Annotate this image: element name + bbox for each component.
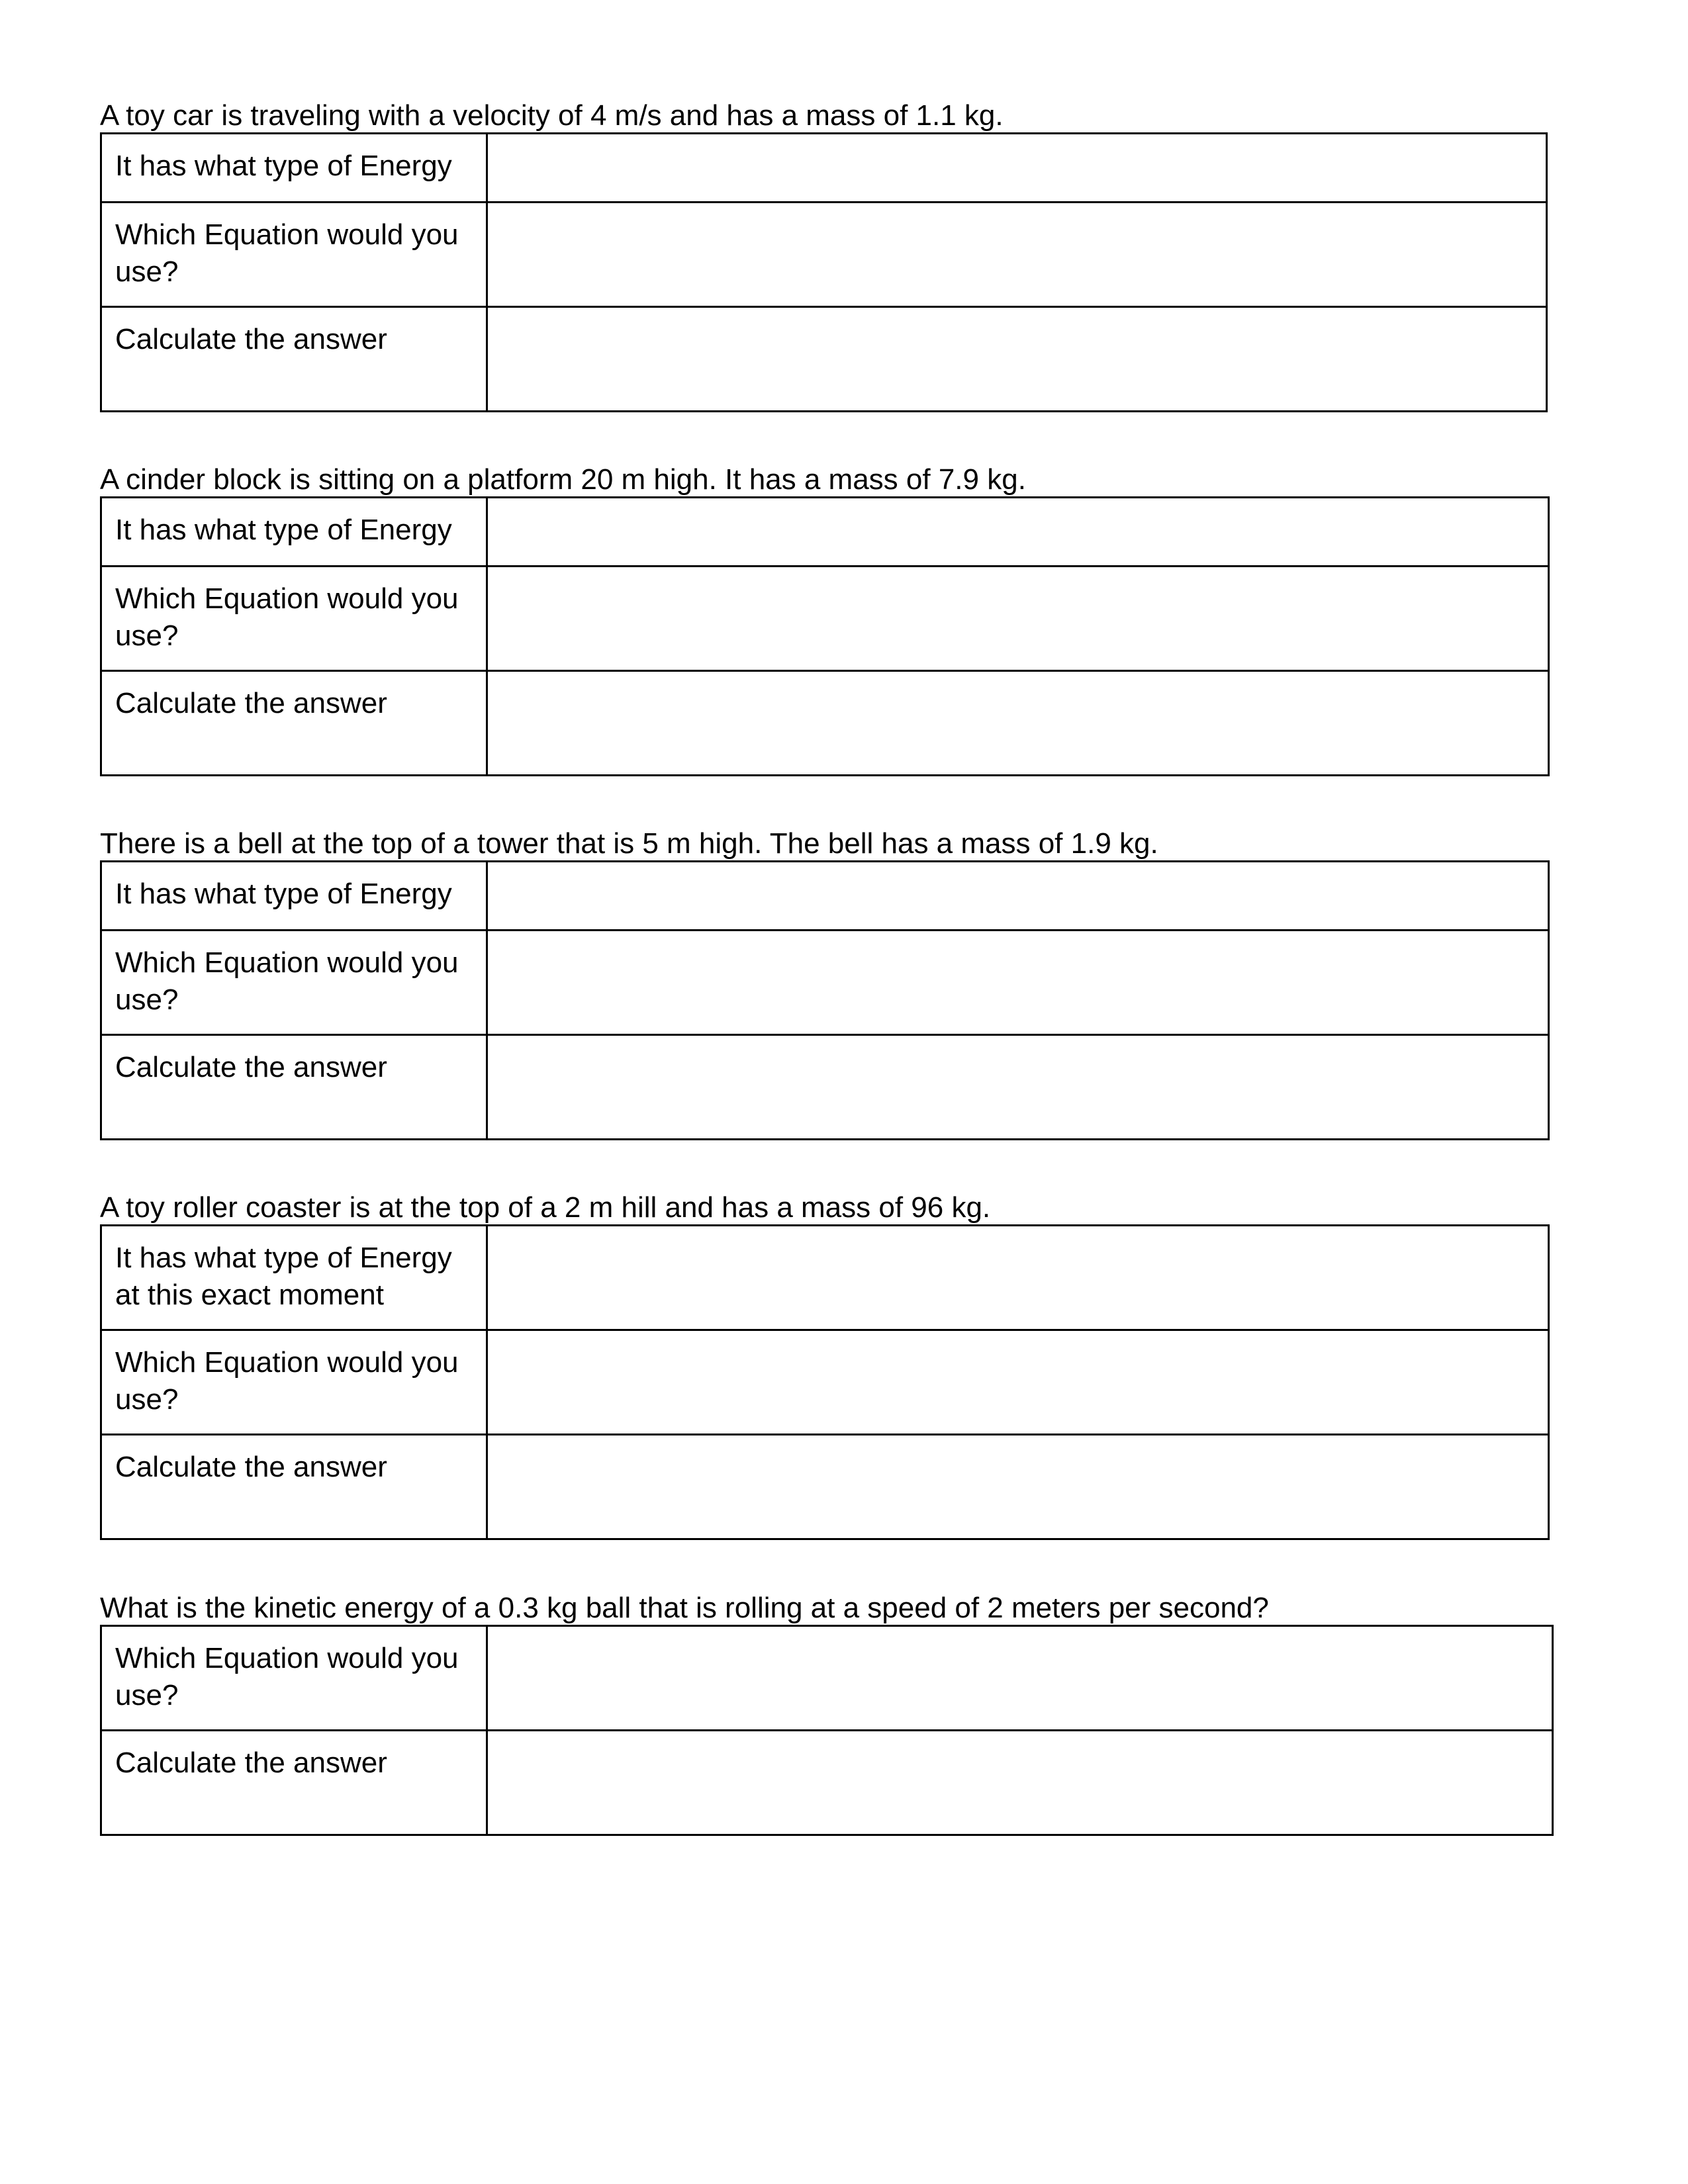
- question-prompt: There is a bell at the top of a tower that is 5 m high. The bell has a mass of 1.9 kg.: [100, 827, 1158, 860]
- answer-field[interactable]: [487, 1330, 1549, 1435]
- answer-table: [100, 496, 1550, 776]
- answer-field[interactable]: [487, 1035, 1549, 1140]
- answer-field[interactable]: [487, 1731, 1553, 1835]
- answer-table: [100, 1625, 1554, 1836]
- answer-table: [100, 1224, 1550, 1540]
- table-row: [101, 1226, 1549, 1330]
- answer-field[interactable]: [487, 1435, 1549, 1539]
- answer-field[interactable]: [487, 307, 1547, 412]
- row-label: It has what type of Energy: [101, 498, 487, 567]
- table-row: [101, 1435, 1549, 1539]
- row-label: It has what type of Energy: [101, 862, 487, 931]
- table-row: [101, 134, 1547, 203]
- table-row: [101, 203, 1547, 307]
- table-row: [101, 671, 1549, 776]
- answer-field[interactable]: [487, 1626, 1553, 1731]
- question-1: [100, 99, 1548, 412]
- row-label: Which Equation would you use?: [101, 567, 487, 671]
- row-label: Calculate the answer: [101, 1435, 487, 1539]
- question-prompt: A toy roller coaster is at the top of a 2 m hill and has a mass of 96 kg.: [100, 1191, 991, 1224]
- table-row: [101, 567, 1549, 671]
- answer-field[interactable]: [487, 203, 1547, 307]
- question-3: [100, 827, 1550, 1140]
- row-label: It has what type of Energy: [101, 134, 487, 203]
- answer-field[interactable]: [487, 931, 1549, 1035]
- row-label: Calculate the answer: [101, 1731, 487, 1835]
- row-label: Which Equation would you use?: [101, 1626, 487, 1731]
- answer-field[interactable]: [487, 567, 1549, 671]
- question-4: [100, 1191, 1550, 1540]
- answer-field[interactable]: [487, 498, 1549, 567]
- question-5: [100, 1592, 1554, 1836]
- question-prompt: A toy car is traveling with a velocity of 4 m/s and has a mass of 1.1 kg.: [100, 99, 1004, 132]
- answer-field[interactable]: [487, 862, 1549, 931]
- question-prompt: A cinder block is sitting on a platform 20 m high. It has a mass of 7.9 kg.: [100, 463, 1026, 496]
- answer-table: [100, 132, 1548, 412]
- row-label: Which Equation would you use?: [101, 931, 487, 1035]
- answer-table: [100, 860, 1550, 1140]
- table-row: [101, 862, 1549, 931]
- table-row: [101, 1731, 1553, 1835]
- table-row: [101, 931, 1549, 1035]
- table-row: [101, 1626, 1553, 1731]
- row-label: Which Equation would you use?: [101, 203, 487, 307]
- answer-field[interactable]: [487, 134, 1547, 203]
- table-row: [101, 1035, 1549, 1140]
- row-label: Which Equation would you use?: [101, 1330, 487, 1435]
- answer-field[interactable]: [487, 1226, 1549, 1330]
- question-2: [100, 463, 1550, 776]
- row-label: Calculate the answer: [101, 307, 487, 412]
- table-row: [101, 498, 1549, 567]
- row-label: Calculate the answer: [101, 671, 487, 776]
- question-prompt: What is the kinetic energy of a 0.3 kg ball that is rolling at a speed of 2 meters per second?: [100, 1592, 1269, 1624]
- row-label: Calculate the answer: [101, 1035, 487, 1140]
- answer-field[interactable]: [487, 671, 1549, 776]
- row-label: It has what type of Energy at this exact moment: [101, 1226, 487, 1330]
- table-row: [101, 1330, 1549, 1435]
- table-row: [101, 307, 1547, 412]
